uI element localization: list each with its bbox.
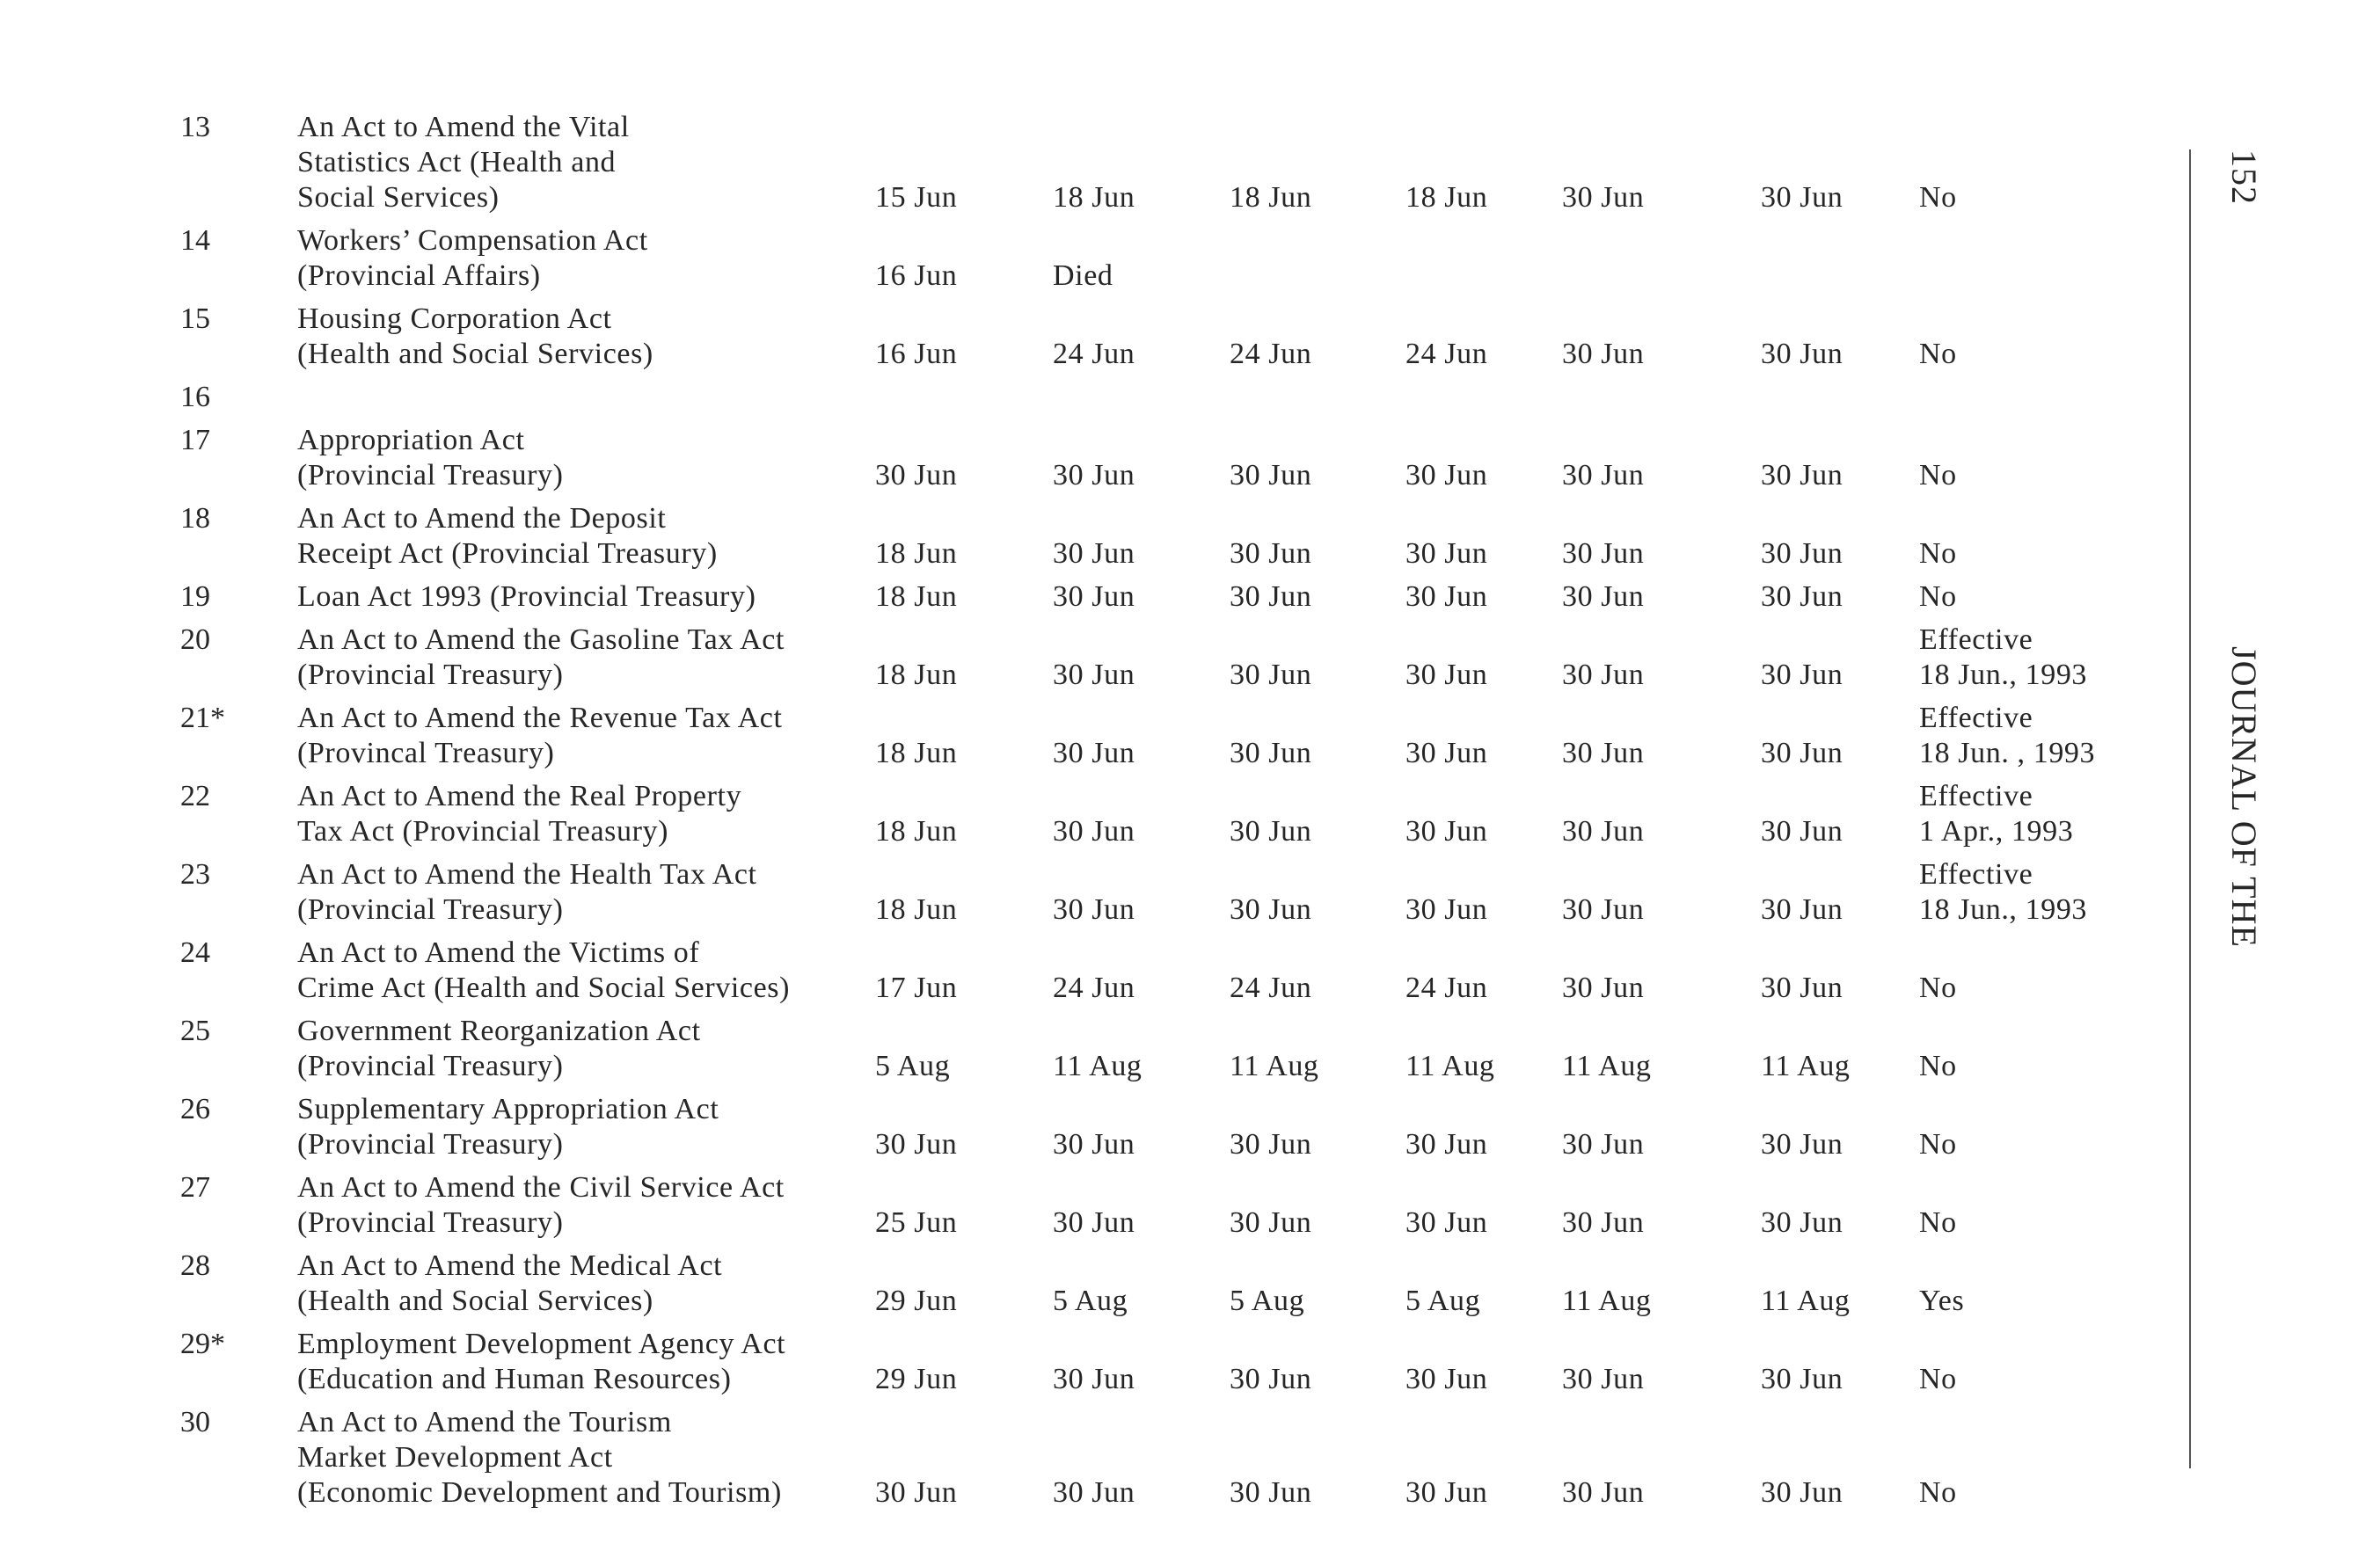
bill-title-line: An Act to Amend the Medical Act bbox=[297, 1249, 723, 1282]
date-cell: 18 Jun bbox=[875, 659, 958, 691]
date-cell: 18 Jun bbox=[1053, 181, 1135, 214]
date-cell: 16 Jun bbox=[875, 259, 958, 292]
bill-title-line: (Economic Development and Tourism) bbox=[297, 1476, 782, 1509]
note-cell: No bbox=[1919, 1476, 1957, 1509]
bill-title-line: (Health and Social Services) bbox=[297, 338, 653, 370]
date-cell: 18 Jun bbox=[875, 737, 958, 769]
bill-title-line: Workers’ Compensation Act bbox=[297, 224, 648, 257]
bill-number: 29* bbox=[180, 1328, 225, 1360]
date-cell: 30 Jun bbox=[1230, 893, 1312, 926]
date-cell: 16 Jun bbox=[875, 338, 958, 370]
date-cell: 18 Jun bbox=[875, 537, 958, 570]
date-cell: 30 Jun bbox=[1562, 972, 1645, 1004]
date-cell: 30 Jun bbox=[1053, 459, 1135, 492]
note-cell: Effective bbox=[1919, 702, 2033, 734]
date-cell: 30 Jun bbox=[1230, 459, 1312, 492]
bill-title-line: (Provincial Treasury) bbox=[297, 1050, 564, 1082]
bill-title-line: An Act to Amend the Civil Service Act bbox=[297, 1171, 785, 1204]
date-cell: 30 Jun bbox=[1405, 1206, 1488, 1239]
date-cell: 30 Jun bbox=[1761, 537, 1843, 570]
date-cell: 18 Jun bbox=[1230, 181, 1312, 214]
date-cell: 30 Jun bbox=[1761, 1476, 1843, 1509]
bill-title-line: (Provincial Treasury) bbox=[297, 1206, 564, 1239]
date-cell: 24 Jun bbox=[1405, 972, 1488, 1004]
date-cell: 30 Jun bbox=[1405, 537, 1488, 570]
date-cell: 30 Jun bbox=[1230, 1363, 1312, 1395]
date-cell: 24 Jun bbox=[1230, 972, 1312, 1004]
bill-title-line: An Act to Amend the Deposit bbox=[297, 502, 667, 535]
date-cell: 11 Aug bbox=[1053, 1050, 1143, 1082]
date-cell: 5 Aug bbox=[875, 1050, 951, 1082]
date-cell: 11 Aug bbox=[1761, 1050, 1851, 1082]
bill-number: 23 bbox=[180, 858, 210, 891]
note-cell: No bbox=[1919, 972, 1957, 1004]
margin-rule bbox=[2189, 149, 2191, 1468]
date-cell: 30 Jun bbox=[1053, 1476, 1135, 1509]
date-cell: 30 Jun bbox=[1405, 580, 1488, 613]
bill-number: 21* bbox=[180, 702, 225, 734]
bill-number: 27 bbox=[180, 1171, 210, 1204]
note-cell: No bbox=[1919, 1363, 1957, 1395]
date-cell: 18 Jun bbox=[875, 893, 958, 926]
bill-title-line: Social Services) bbox=[297, 181, 500, 214]
date-cell: 18 Jun bbox=[875, 580, 958, 613]
date-cell: 18 Jun bbox=[875, 815, 958, 848]
bill-title-line: (Education and Human Resources) bbox=[297, 1363, 732, 1395]
note-cell: No bbox=[1919, 1128, 1957, 1161]
bill-title-line: Loan Act 1993 (Provincial Treasury) bbox=[297, 580, 756, 613]
bill-title-line: Market Development Act bbox=[297, 1441, 613, 1474]
bill-title-line: Tax Act (Provincial Treasury) bbox=[297, 815, 669, 848]
bill-title-line: An Act to Amend the Victims of bbox=[297, 936, 700, 969]
date-cell: 30 Jun bbox=[1562, 580, 1645, 613]
date-cell: 30 Jun bbox=[1230, 580, 1312, 613]
date-cell: 5 Aug bbox=[1230, 1285, 1305, 1317]
date-cell: 30 Jun bbox=[1230, 737, 1312, 769]
date-cell: 30 Jun bbox=[1761, 338, 1843, 370]
bill-number: 19 bbox=[180, 580, 210, 613]
date-cell: 30 Jun bbox=[1405, 893, 1488, 926]
date-cell: 30 Jun bbox=[1761, 1128, 1843, 1161]
running-head: JOURNAL OF THE bbox=[2224, 646, 2264, 948]
bill-title-line: Supplementary Appropriation Act bbox=[297, 1093, 719, 1125]
date-cell: 24 Jun bbox=[1405, 338, 1488, 370]
date-cell: 30 Jun bbox=[1562, 737, 1645, 769]
date-cell: 30 Jun bbox=[875, 1476, 958, 1509]
date-cell: 11 Aug bbox=[1405, 1050, 1495, 1082]
date-cell: 29 Jun bbox=[875, 1285, 958, 1317]
date-cell: 30 Jun bbox=[1230, 659, 1312, 691]
date-cell: 30 Jun bbox=[1053, 815, 1135, 848]
bill-number: 28 bbox=[180, 1249, 210, 1282]
date-cell: 30 Jun bbox=[1053, 1363, 1135, 1395]
bill-number: 20 bbox=[180, 623, 210, 656]
date-cell: 30 Jun bbox=[1053, 737, 1135, 769]
date-cell: 30 Jun bbox=[1562, 659, 1645, 691]
date-cell: 30 Jun bbox=[1405, 815, 1488, 848]
date-cell: 17 Jun bbox=[875, 972, 958, 1004]
date-cell: 30 Jun bbox=[1053, 1128, 1135, 1161]
bill-title-line: An Act to Amend the Health Tax Act bbox=[297, 858, 757, 891]
date-cell: 30 Jun bbox=[1562, 459, 1645, 492]
bill-number: 25 bbox=[180, 1015, 210, 1047]
date-cell: 30 Jun bbox=[1230, 1206, 1312, 1239]
date-cell: 30 Jun bbox=[1761, 972, 1843, 1004]
note-cell: No bbox=[1919, 1206, 1957, 1239]
bill-number: 13 bbox=[180, 111, 210, 143]
bill-title-line: An Act to Amend the Revenue Tax Act bbox=[297, 702, 783, 734]
date-cell: 5 Aug bbox=[1053, 1285, 1128, 1317]
date-cell: 15 Jun bbox=[875, 181, 958, 214]
date-cell: 30 Jun bbox=[1562, 1206, 1645, 1239]
date-cell: 30 Jun bbox=[1562, 815, 1645, 848]
date-cell: 30 Jun bbox=[1230, 1128, 1312, 1161]
bill-number: 18 bbox=[180, 502, 210, 535]
bill-title-line: An Act to Amend the Tourism bbox=[297, 1406, 672, 1438]
note-cell: No bbox=[1919, 537, 1957, 570]
note-cell: Effective bbox=[1919, 623, 2033, 656]
date-cell: 30 Jun bbox=[1053, 580, 1135, 613]
bill-title-line: Statistics Act (Health and bbox=[297, 146, 617, 178]
date-cell: 30 Jun bbox=[1405, 659, 1488, 691]
bill-title-line: (Provincial Treasury) bbox=[297, 459, 564, 492]
date-cell: 30 Jun bbox=[1761, 1206, 1843, 1239]
date-cell: 11 Aug bbox=[1562, 1050, 1652, 1082]
date-cell: 5 Aug bbox=[1405, 1285, 1481, 1317]
bill-title-line: An Act to Amend the Vital bbox=[297, 111, 630, 143]
date-cell: 30 Jun bbox=[1405, 459, 1488, 492]
bill-title-line: Crime Act (Health and Social Services) bbox=[297, 972, 791, 1004]
date-cell: 24 Jun bbox=[1230, 338, 1312, 370]
date-cell: 24 Jun bbox=[1053, 972, 1135, 1004]
note-cell: No bbox=[1919, 338, 1957, 370]
bill-title-line: (Provincal Treasury) bbox=[297, 737, 555, 769]
date-cell: 30 Jun bbox=[1230, 815, 1312, 848]
bill-title-line: An Act to Amend the Gasoline Tax Act bbox=[297, 623, 785, 656]
bill-title-line: An Act to Amend the Real Property bbox=[297, 780, 742, 812]
date-cell: 30 Jun bbox=[1405, 737, 1488, 769]
date-cell: 30 Jun bbox=[1761, 580, 1843, 613]
date-cell: 30 Jun bbox=[1053, 537, 1135, 570]
date-cell: 30 Jun bbox=[1761, 181, 1843, 214]
date-cell: 30 Jun bbox=[1405, 1476, 1488, 1509]
bill-number: 15 bbox=[180, 302, 210, 335]
date-cell: 30 Jun bbox=[1562, 338, 1645, 370]
date-cell: 30 Jun bbox=[875, 1128, 958, 1161]
date-cell: 30 Jun bbox=[1405, 1363, 1488, 1395]
bill-title-line: (Provincial Affairs) bbox=[297, 259, 541, 292]
note-cell: Effective bbox=[1919, 780, 2033, 812]
bill-title-line: Appropriation Act bbox=[297, 424, 525, 456]
date-cell: 30 Jun bbox=[1053, 1206, 1135, 1239]
bill-title-line: (Provincial Treasury) bbox=[297, 893, 564, 926]
date-cell: 30 Jun bbox=[1761, 1363, 1843, 1395]
note-cell: No bbox=[1919, 181, 1957, 214]
date-cell: 25 Jun bbox=[875, 1206, 958, 1239]
bill-title-line: Government Reorganization Act bbox=[297, 1015, 701, 1047]
date-cell: 30 Jun bbox=[1761, 893, 1843, 926]
date-cell: 30 Jun bbox=[875, 459, 958, 492]
bill-title-line: (Provincial Treasury) bbox=[297, 1128, 564, 1161]
date-cell: 30 Jun bbox=[1562, 1128, 1645, 1161]
bill-number: 26 bbox=[180, 1093, 210, 1125]
bill-title-line: (Provincial Treasury) bbox=[297, 659, 564, 691]
note-cell: No bbox=[1919, 1050, 1957, 1082]
bill-number: 30 bbox=[180, 1406, 210, 1438]
note-cell: 18 Jun., 1993 bbox=[1919, 659, 2088, 691]
date-cell: 18 Jun bbox=[1405, 181, 1488, 214]
date-cell: 30 Jun bbox=[1562, 537, 1645, 570]
date-cell: 30 Jun bbox=[1053, 659, 1135, 691]
note-cell: No bbox=[1919, 459, 1957, 492]
bill-title-line: Receipt Act (Provincial Treasury) bbox=[297, 537, 718, 570]
bill-number: 24 bbox=[180, 936, 210, 969]
date-cell: Died bbox=[1053, 259, 1113, 292]
date-cell: 30 Jun bbox=[1562, 893, 1645, 926]
note-cell: 18 Jun. , 1993 bbox=[1919, 737, 2096, 769]
date-cell: 30 Jun bbox=[1761, 737, 1843, 769]
date-cell: 30 Jun bbox=[1230, 1476, 1312, 1509]
bill-number: 22 bbox=[180, 780, 210, 812]
bill-title-line: Employment Development Agency Act bbox=[297, 1328, 786, 1360]
bill-number: 16 bbox=[180, 381, 210, 413]
date-cell: 11 Aug bbox=[1761, 1285, 1851, 1317]
date-cell: 30 Jun bbox=[1562, 181, 1645, 214]
date-cell: 30 Jun bbox=[1053, 893, 1135, 926]
page-number: 152 bbox=[2224, 149, 2264, 205]
date-cell: 30 Jun bbox=[1761, 459, 1843, 492]
date-cell: 11 Aug bbox=[1230, 1050, 1319, 1082]
bill-number: 14 bbox=[180, 224, 210, 257]
date-cell: 11 Aug bbox=[1562, 1285, 1652, 1317]
date-cell: 29 Jun bbox=[875, 1363, 958, 1395]
note-cell: 1 Apr., 1993 bbox=[1919, 815, 2074, 848]
date-cell: 30 Jun bbox=[1761, 659, 1843, 691]
note-cell: Effective bbox=[1919, 858, 2033, 891]
note-cell: Yes bbox=[1919, 1285, 1965, 1317]
note-cell: 18 Jun., 1993 bbox=[1919, 893, 2088, 926]
date-cell: 30 Jun bbox=[1405, 1128, 1488, 1161]
date-cell: 30 Jun bbox=[1761, 815, 1843, 848]
date-cell: 24 Jun bbox=[1053, 338, 1135, 370]
date-cell: 30 Jun bbox=[1562, 1363, 1645, 1395]
date-cell: 30 Jun bbox=[1562, 1476, 1645, 1509]
note-cell: No bbox=[1919, 580, 1957, 613]
bill-title-line: Housing Corporation Act bbox=[297, 302, 612, 335]
bill-number: 17 bbox=[180, 424, 210, 456]
bill-title-line: (Health and Social Services) bbox=[297, 1285, 653, 1317]
date-cell: 30 Jun bbox=[1230, 537, 1312, 570]
